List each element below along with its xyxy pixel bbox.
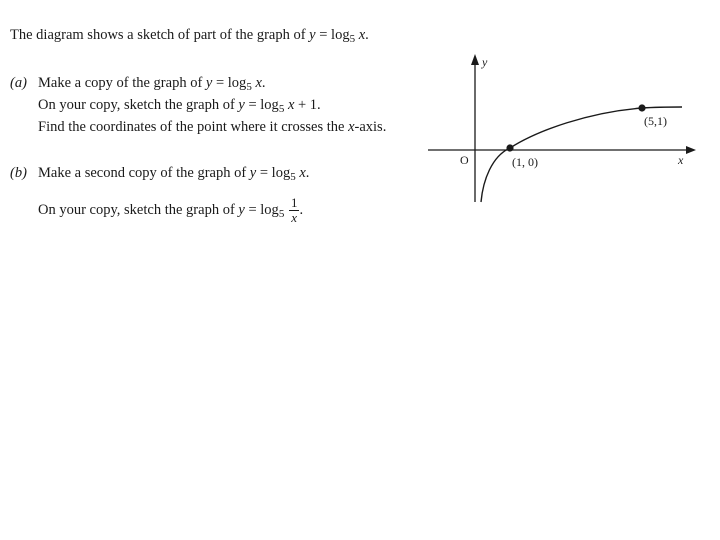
part-b-line-1-mid: = log bbox=[256, 165, 291, 181]
part-b-line-1-end: . bbox=[305, 165, 310, 181]
log-graph-sketch bbox=[420, 40, 710, 220]
intro-end: . bbox=[365, 27, 369, 43]
part-a-line-1-var: x bbox=[255, 75, 262, 91]
part-a-line-2-mid: = log bbox=[244, 97, 279, 113]
part-a-line-1-end: . bbox=[261, 75, 266, 91]
x-axis-arrow bbox=[686, 146, 696, 154]
fraction-denominator: x bbox=[291, 210, 298, 225]
part-a-line-1-lhs: y bbox=[205, 75, 213, 91]
part-a-line-3-text: Find the coordinates of the point where it crosses the bbox=[38, 119, 345, 135]
part-a-line-3-end: -axis. bbox=[354, 119, 387, 135]
part-a-line-2-var: x bbox=[287, 97, 295, 113]
x-axis-label: x bbox=[678, 153, 684, 167]
point-1-0-marker bbox=[506, 144, 513, 151]
part-b-line-1-var: x bbox=[299, 165, 306, 181]
fraction-numerator: 1 bbox=[290, 195, 298, 210]
intro-text: The diagram shows a sketch of part of the graph of bbox=[10, 27, 306, 43]
part-b-label: (b) bbox=[10, 165, 27, 181]
part-a-line-2 bbox=[38, 96, 321, 115]
part-a-line-2-base: 5 bbox=[278, 103, 285, 115]
y-axis-label: y bbox=[482, 55, 488, 69]
reciprocal-fraction bbox=[289, 196, 300, 225]
intro-eq-var: x bbox=[358, 27, 366, 43]
part-a-line-1-text: Make a copy of the graph of bbox=[38, 75, 203, 91]
intro-eq-lhs: y bbox=[309, 27, 316, 43]
intro-line bbox=[10, 26, 369, 45]
part-a-line-2-text: On your copy, sketch the graph of bbox=[38, 97, 235, 113]
point-5-1-marker bbox=[638, 104, 645, 111]
part-a-line-3 bbox=[38, 118, 386, 136]
intro-eq-base: 5 bbox=[349, 33, 356, 45]
intro-eq-mid: = log bbox=[315, 27, 350, 43]
y-axis-arrow bbox=[471, 54, 479, 65]
part-a-line-1 bbox=[38, 74, 266, 93]
part-a-line-2-end: + 1. bbox=[294, 97, 321, 113]
part-b-line-1-lhs: y bbox=[249, 165, 257, 181]
part-b-line-1 bbox=[38, 164, 309, 183]
part-a-label: (a) bbox=[10, 75, 27, 91]
part-a-line-3-axis: x bbox=[348, 119, 355, 135]
part-a-line-1-base: 5 bbox=[246, 81, 252, 93]
part-b-line-1-text: Make a second copy of the graph of bbox=[38, 165, 247, 181]
part-b-line-1-base: 5 bbox=[290, 171, 296, 183]
part-b-line-2 bbox=[38, 196, 303, 225]
part-b-line-2-lhs: y bbox=[238, 201, 245, 218]
point-1-0-label: (1, 0) bbox=[512, 155, 538, 169]
origin-label: O bbox=[460, 153, 469, 167]
part-b-line-2-base: 5 bbox=[278, 207, 285, 220]
part-a-line-2-lhs: y bbox=[238, 97, 245, 113]
point-5-1-label: (5,1) bbox=[644, 114, 667, 128]
part-b-line-2-mid: = log bbox=[244, 201, 279, 218]
part-b-line-2-text: On your copy, sketch the graph of bbox=[38, 201, 235, 218]
part-b-line-2-end: . bbox=[299, 201, 304, 218]
part-a-line-1-mid: = log bbox=[212, 75, 247, 91]
